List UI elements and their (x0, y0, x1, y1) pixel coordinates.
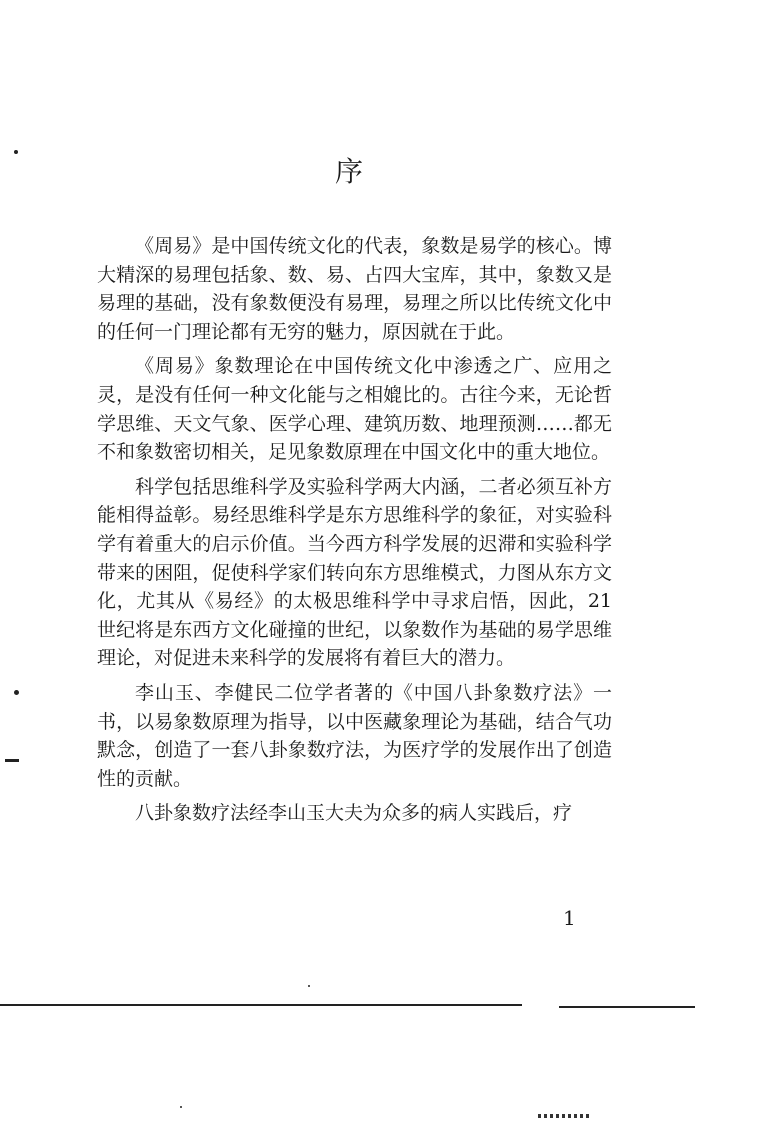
page-title: 序 (334, 155, 365, 188)
paragraph-1: 《周易》是中国传统文化的代表，象数是易学的核心。博大精深的易理包括象、数、易、占四大宝库，其中，象数又是易理的基础，没有象数便没有易理，易理之所以比传统文化中的任何一门理论都有无穷的魅力，原因就在于此。 (97, 235, 612, 343)
page-number: 1 (563, 906, 576, 930)
body-text (97, 232, 612, 834)
paragraph-2: 《周易》象数理论在中国传统文化中渗透之广、应用之灵，是没有任何一种文化能与之相媲比的。古往今来，无论哲学思维、天文气象、医学心理、建筑历数、地理预测……都无不和象数密切相关，足见象数原理在中国文化中的重大地位。 (97, 355, 612, 464)
scan-marks (538, 1114, 590, 1118)
bottom-rule-right (559, 1006, 695, 1008)
scan-speck-bottom (180, 1106, 182, 1108)
scan-speck-small (308, 985, 310, 987)
paragraph-5: 八卦象数疗法经李山玉大夫为众多的病人实践后，疗 (135, 802, 573, 825)
paragraph-4: 李山玉、李健民二位学者著的《中国八卦象数疗法》一书，以易象数原理为指导，以中医藏象理论为基础，结合气功默念，创造了一套八卦象数疗法，为医疗学的发展作出了创造性的贡献。 (97, 681, 612, 790)
bottom-rule-left (0, 1004, 522, 1006)
scan-speck-middle (14, 690, 19, 695)
scan-speck-top (14, 150, 18, 154)
margin-dash (5, 759, 19, 762)
paragraph-3: 科学包括思维科学及实验科学两大内涵，二者必须互补方能相得益彰。易经思维科学是东方思维科学的象征，对实验科学有着重大的启示价值。当今西方科学发展的迟滞和实验科学带来的困阻，促使科学家们转向东方思维模式，力图从东方文化，尤其从《易经》的太极思维科学中寻求启悟，因此，21世纪将是东西方文化碰撞的世纪，以象数作为基础的易学思维理论，对促进未来科学的发展将有着巨大的潜力。 (97, 475, 612, 670)
